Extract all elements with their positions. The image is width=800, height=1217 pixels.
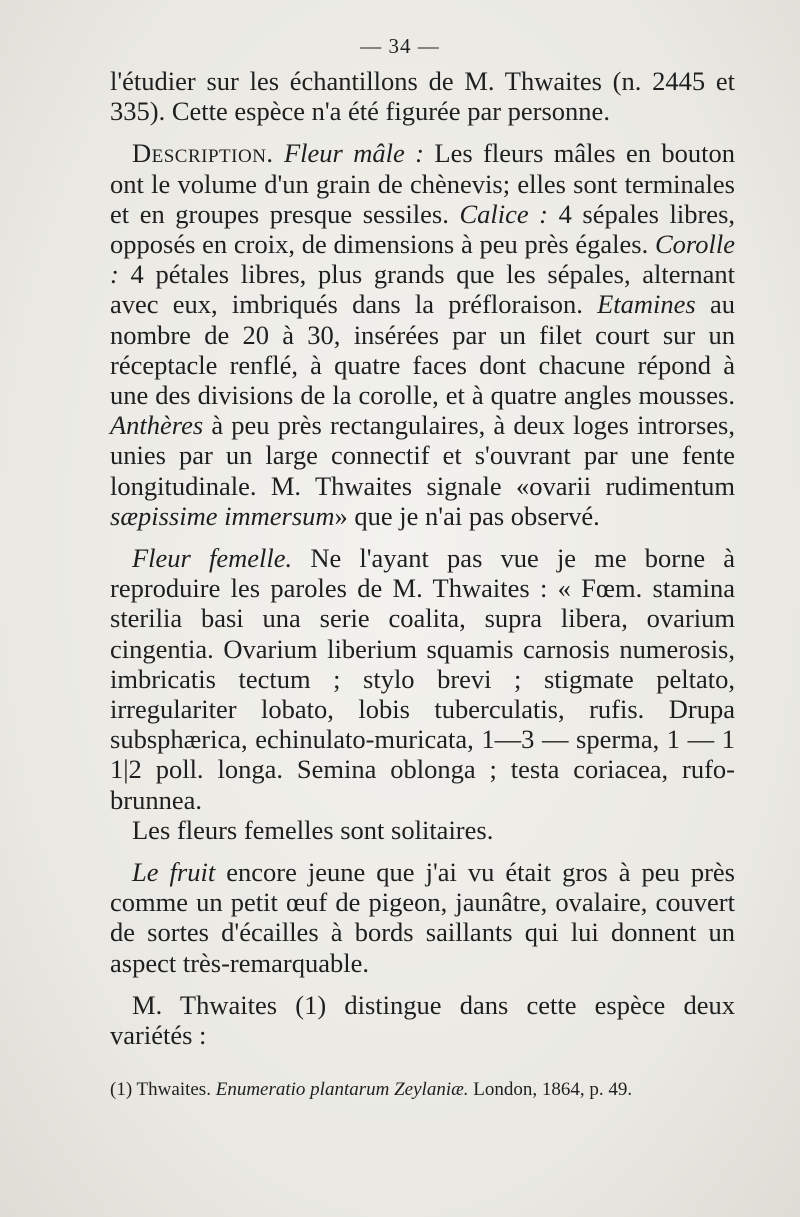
paragraph-varieties: M. Thwaites (1) distingue dans cette espèce deux variétés : — [110, 989, 735, 1051]
footnote-title: Enumeratio plantarum Zeylaniæ. — [215, 1079, 469, 1100]
label-antheres: Anthères — [110, 410, 204, 441]
section-label-description: Description. — [132, 138, 274, 169]
text-run: Ne l'ayant pas vue je me borne à reproduire les paroles de M. Thwaites : « Fœm. stamina sterilia basi una serie coalita, supra libera, ovarium cingentia. Ovarium liberium squamis carnosis numerosis, imbricatis tectum ; stylo brevi ; stigmate peltato, irregulariter lobato, lobis tuberculatis, rufis. Drupa subsphærica, echinulato-muricata, 1—3 — sperma, 1 — 1 1|2 poll. longa. Semina oblonga ; testa coriacea, rufo-brunnea. — [110, 543, 736, 815]
paragraph-description — [110, 138, 735, 531]
label-fruit: Le fruit — [132, 857, 216, 888]
footnote-marker: (1) Thwaites. — [110, 1079, 216, 1100]
body-text — [110, 66, 735, 1050]
text-run: 4 pétales libres, plus grands que les sépales, alternant avec eux, imbriqués dans la préfloraison. — [110, 259, 735, 320]
label-female-flower: Fleur femelle. — [132, 543, 293, 574]
text-run: à peu près rectangulaires, à deux loges introrses, unies par un large connectif et s'ouvrant par une fente longitudinale. M. Thwaites signale «ovarii rudimentum — [110, 410, 735, 501]
text-run: Les fleurs mâles en bouton ont le volume d'un grain de chènevis; elles sont terminales et en groupes presque sessiles. — [110, 138, 736, 229]
page-number: — 34 — — [360, 34, 440, 58]
footnote — [110, 1078, 730, 1102]
paragraph-continuation: l'étudier sur les échantillons de M. Thwaites (n. 2445 et 335). Cette espèce n'a été figurée par personne. — [110, 66, 735, 127]
label-corolle: Corolle : — [110, 229, 735, 290]
paragraph-solitary: Les fleurs femelles sont solitaires. — [132, 814, 494, 845]
paragraph-fruit — [110, 857, 735, 978]
text-run: 4 sépales libres, opposés en croix, de dimensions à peu près égales. — [110, 198, 736, 260]
footnote-rest: London, 1864, p. 49. — [468, 1079, 633, 1100]
label-calice: Calice : — [459, 198, 549, 229]
text-run: au nombre de 20 à 30, insérées par un filet court sur un réceptacle renflé, à quatre faces dont chacune répond à une des divisions de la corolle, et à quatre angles mousses. — [110, 289, 735, 411]
latin-phrase: sæpissime immersum — [110, 500, 335, 531]
text-run: encore jeune que j'ai vu était gros à peu près comme un petit œuf de pigeon, jaunâtre, ovalaire, couvert de sortes d'écailles à bords saillants qui lui donnent un aspect très-remarquable. — [110, 857, 735, 978]
label-male-flower: Fleur mâle : — [283, 138, 424, 169]
paragraph-female-flower — [110, 543, 735, 815]
label-etamines: Etamines — [597, 289, 696, 320]
text-run: » que je n'ai pas observé. — [334, 500, 600, 531]
